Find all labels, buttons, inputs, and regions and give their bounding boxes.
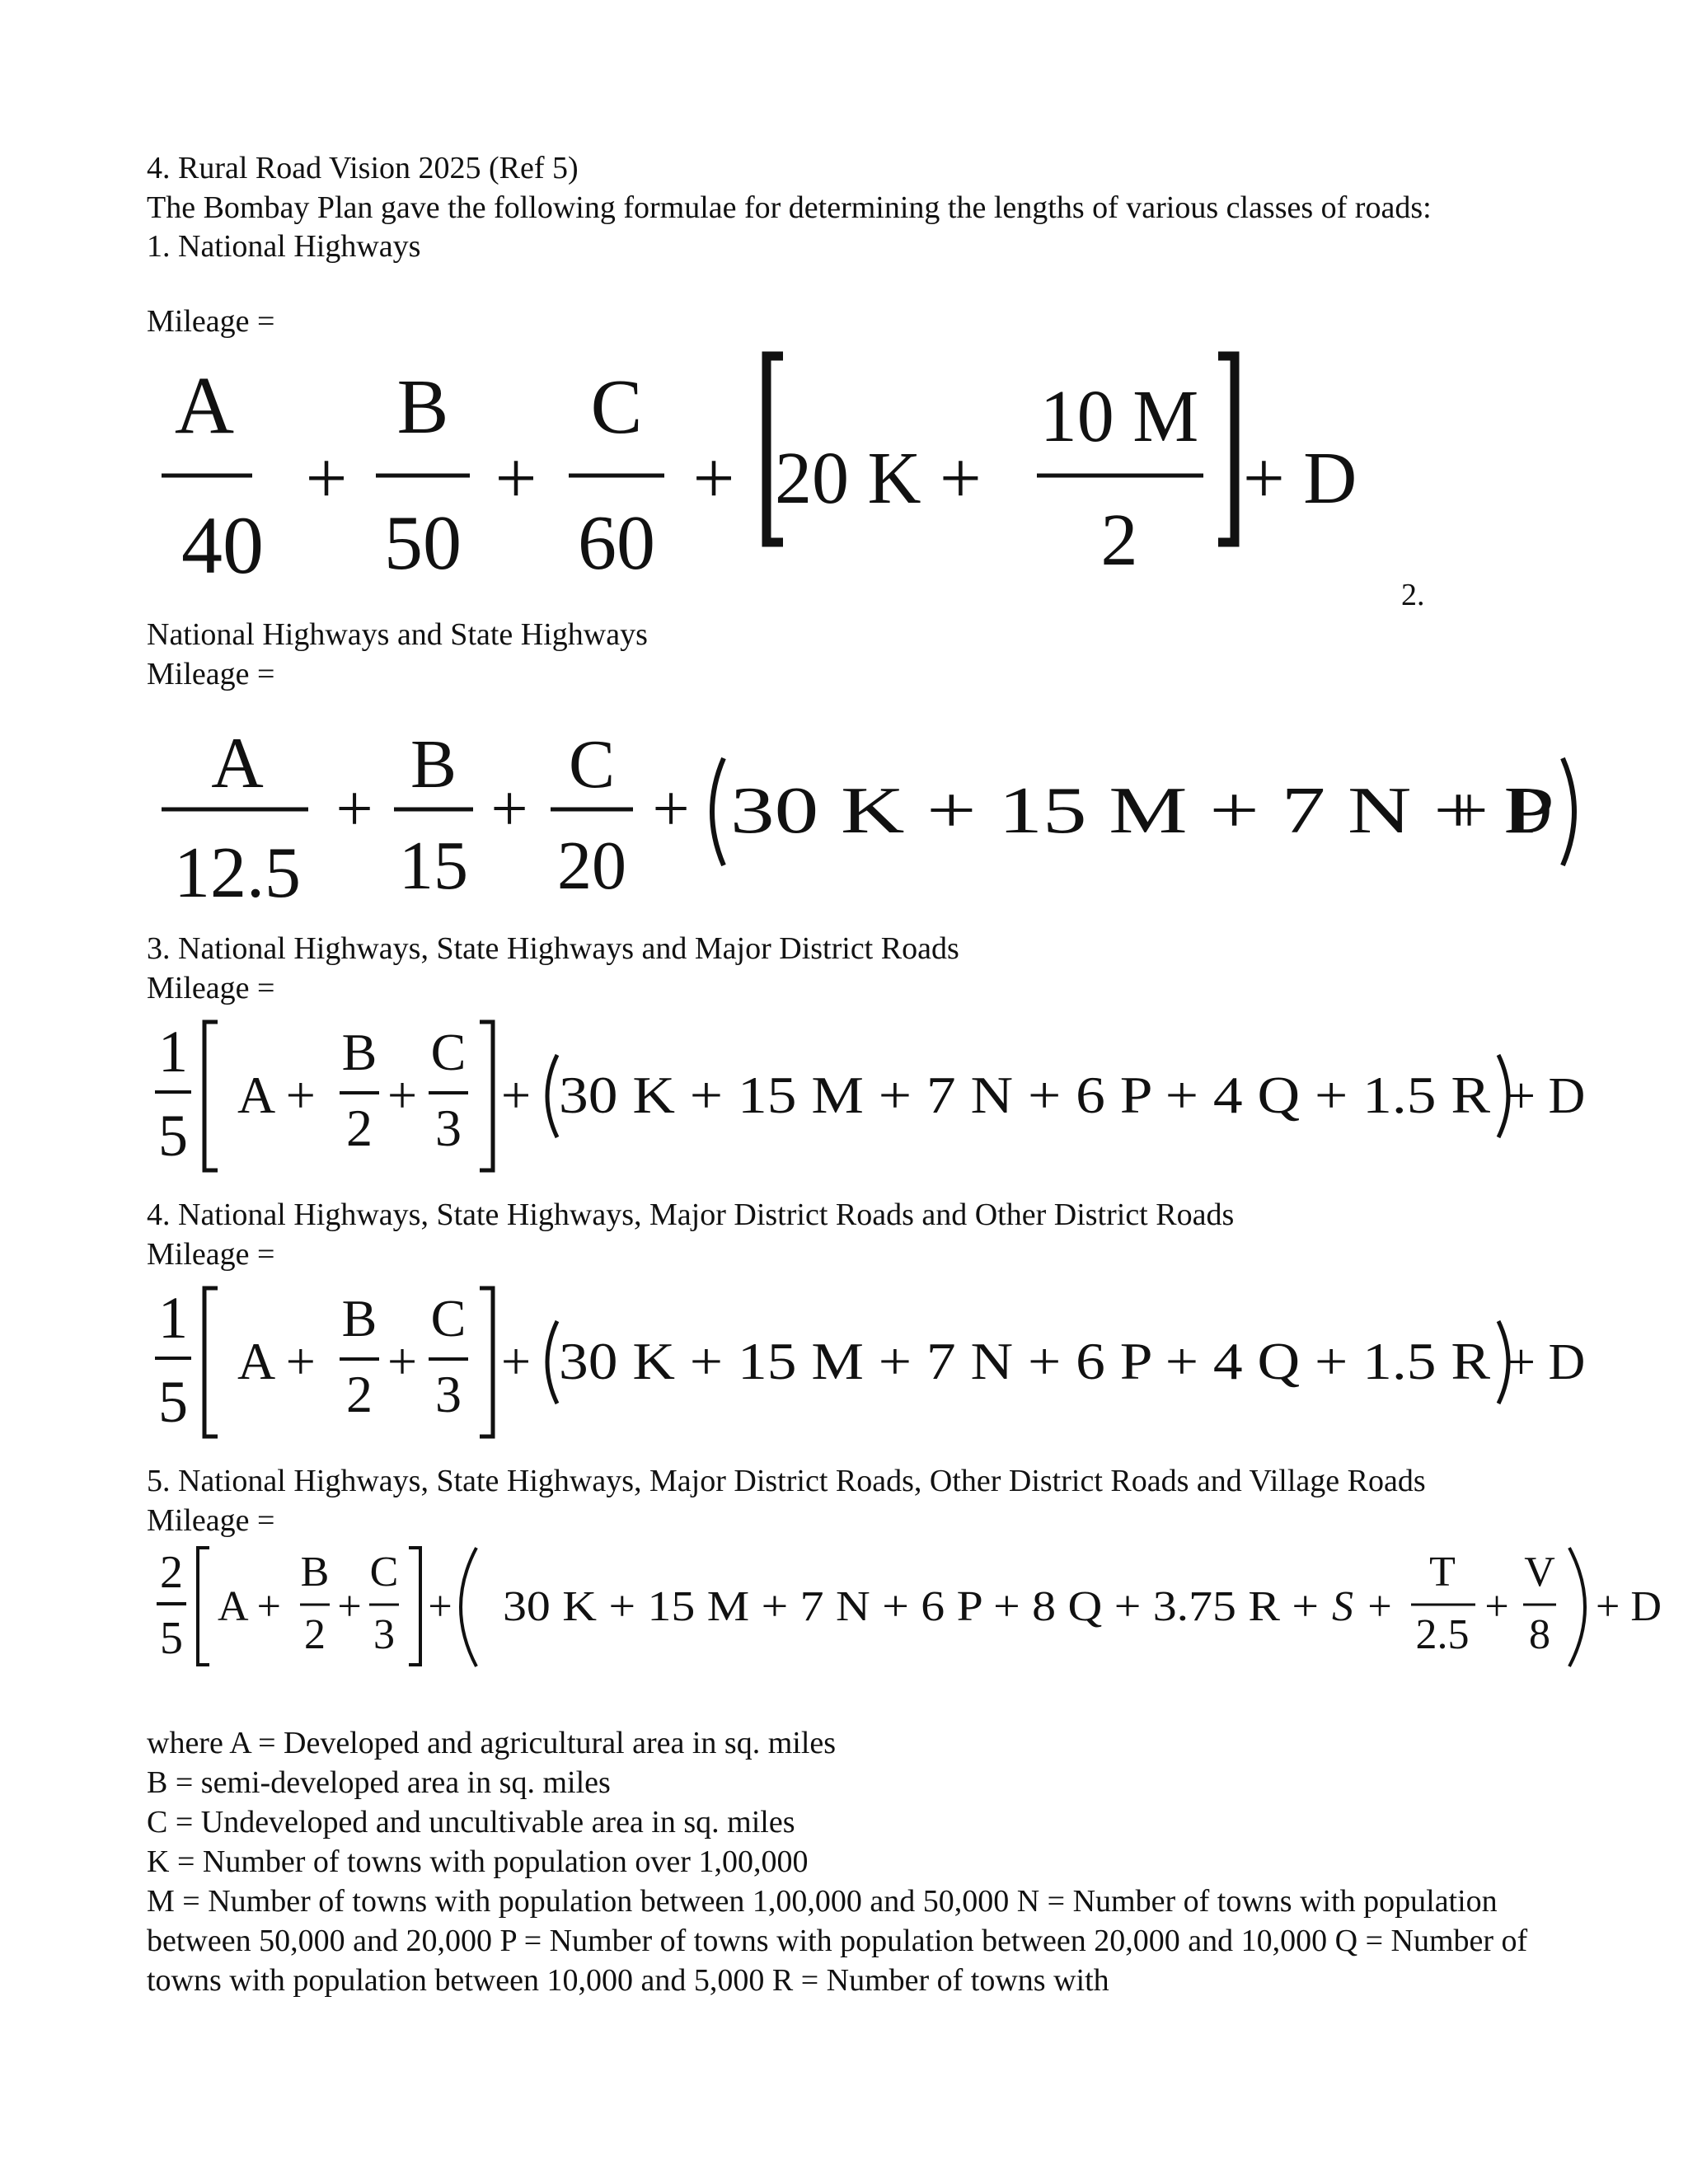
plus-sign: +: [490, 773, 528, 846]
right-paren: [1569, 1548, 1585, 1666]
formula-4-tail: + D: [1507, 1334, 1586, 1390]
plus-sign: +: [500, 1332, 532, 1390]
formula-5-frac-t-den: 2.5: [1415, 1611, 1470, 1658]
left-bracket: [198, 1548, 209, 1665]
formula-3-frac-b-den: 2: [346, 1099, 373, 1157]
formula-4-coef-den: 5: [158, 1369, 188, 1435]
left-paren: [547, 1055, 557, 1137]
plus-sign: +: [1484, 1583, 1509, 1630]
definition-k: K = Number of towns with population over 1,00,000: [147, 1844, 809, 1879]
section-3-title: 3. National Highways, State Highways and Major District Roads: [147, 931, 959, 966]
formula-3-coef-den: 5: [158, 1103, 188, 1169]
formula-1-tail: + D: [1243, 438, 1357, 519]
section-1-mileage-label: Mileage =: [147, 304, 275, 339]
plus-sign: +: [495, 438, 537, 519]
formula-2-frac3-den: 20: [557, 827, 626, 904]
formula-5-term-a: A +: [218, 1583, 282, 1630]
formula-5-frac-b-num: B: [300, 1549, 330, 1596]
formula-5-frac-c-num: C: [369, 1549, 399, 1596]
formula-3-paren-term: 30 K + 15 M + 7 N + 6 P + 4 Q + 1.5 R: [559, 1066, 1491, 1124]
section-2-number: 2.: [1401, 578, 1425, 612]
section-4-title: 4. National Highways, State Highways, Major District Roads and Other District Roads: [147, 1197, 1235, 1232]
formula-4-term-a: A +: [237, 1332, 316, 1390]
formula-5-tail: + D: [1596, 1583, 1662, 1630]
left-bracket: [204, 1022, 218, 1170]
left-paren: [712, 758, 724, 865]
plus-sign: +: [305, 438, 348, 519]
formula-1: [147, 346, 1432, 593]
formula-5-paren-term: 30 K + 15 M + 7 N + 6 P + 8 Q + 3.75 R +: [503, 1583, 1319, 1630]
formula-5: [147, 1541, 1564, 1673]
formula-5-coef-den: 5: [160, 1613, 183, 1664]
formula-4-frac-c-den: 3: [435, 1365, 462, 1423]
formula-5-s-term: S: [1332, 1583, 1353, 1630]
formula-4-frac-b-den: 2: [346, 1365, 373, 1423]
section-2-mileage-label: Mileage =: [147, 657, 275, 691]
formula-5-frac-v-num: V: [1524, 1549, 1555, 1596]
formula-4: [147, 1280, 1564, 1445]
plus-sign: +: [1367, 1583, 1392, 1630]
right-bracket: [480, 1288, 493, 1436]
formula-3-tail-wrap: [1507, 1014, 1589, 1179]
formula-3-frac-c-num: C: [430, 1023, 467, 1081]
section-4-mileage-label: Mileage =: [147, 1237, 275, 1272]
formula-3-term-a: A +: [237, 1066, 316, 1124]
formula-2: [147, 709, 1564, 915]
right-bracket: [1218, 356, 1235, 542]
formula-1-frac1-den: 40: [181, 499, 264, 591]
right-bracket: [409, 1548, 420, 1665]
formula-5-frac-t-num: T: [1429, 1549, 1456, 1596]
formula-4-coef-num: 1: [158, 1285, 188, 1351]
section-2-title: National Highways and State Highways: [147, 617, 648, 652]
formula-5-coef-num: 2: [160, 1547, 183, 1598]
definitions-paragraph: M = Number of towns with population between 1,00,000 and 50,000 N = Number of towns with population between 50,000 and 20,000 P = Number of towns with population between 20,000 and 10,000 Q = Number of towns with population between 10,000 and 5,000 R = Number of towns with: [147, 1884, 1528, 1998]
formula-2-frac3-num: C: [568, 726, 616, 803]
formula-5-frac-c-den: 3: [373, 1611, 395, 1658]
definition-a: where A = Developed and agricultural area in sq. miles: [147, 1726, 837, 1760]
formula-5-frac-b-den: 2: [304, 1611, 326, 1658]
formula-4-frac-c-num: C: [430, 1289, 467, 1347]
formula-5-frac-v-den: 8: [1529, 1611, 1550, 1658]
plus-sign: +: [692, 438, 735, 519]
definition-b: B = semi-developed area in sq. miles: [147, 1765, 611, 1800]
formula-3-frac-c-den: 3: [435, 1099, 462, 1157]
formula-3-coef-num: 1: [158, 1019, 188, 1085]
formula-1-bracket-frac-den: 2: [1100, 499, 1138, 581]
left-bracket: [204, 1288, 218, 1436]
formula-5-tail-wrap: [1563, 1541, 1662, 1673]
intro-text: The Bombay Plan gave the following formulae for determining the lengths of various classes of roads:: [147, 190, 1432, 225]
section-3-mileage-label: Mileage =: [147, 971, 275, 1005]
formula-2-tail: + D: [1451, 775, 1552, 847]
formula-1-bracket-term: 20 K +: [775, 438, 982, 519]
formula-1-frac1-num: A: [174, 359, 235, 451]
plus-sign: +: [652, 773, 690, 846]
formula-2-frac2-den: 15: [399, 827, 468, 904]
section-5-mileage-label: Mileage =: [147, 1503, 275, 1538]
formula-3-tail: + D: [1507, 1068, 1586, 1124]
formula-2-frac1-num: A: [211, 724, 264, 804]
formula-1-frac3-num: C: [590, 364, 643, 450]
right-bracket: [480, 1022, 493, 1170]
formula-1-bracket-frac-num: 10 M: [1039, 376, 1199, 457]
heading: 4. Rural Road Vision 2025 (Ref 5): [147, 151, 579, 185]
formula-2-tail-wrap: [1451, 709, 1582, 915]
section-5-title: 5. National Highways, State Highways, Major District Roads, Other District Roads and Village Roads: [147, 1464, 1426, 1498]
plus-sign: +: [337, 1583, 362, 1630]
formula-2-paren-term: 30 K + 15 M + 7 N + P: [730, 775, 1554, 847]
plus-sign: +: [428, 1583, 452, 1630]
plus-sign: +: [387, 1066, 418, 1124]
left-paren: [547, 1321, 557, 1404]
formula-4-frac-b-num: B: [341, 1289, 377, 1347]
section-1-title: 1. National Highways: [147, 229, 421, 264]
formula-2-frac2-num: B: [410, 726, 457, 803]
plus-sign: +: [387, 1332, 418, 1390]
formula-1-frac3-den: 60: [578, 500, 655, 586]
definition-c: C = Undeveloped and uncultivable area in sq. miles: [147, 1805, 795, 1840]
plus-sign: +: [335, 773, 373, 846]
formula-4-paren-term: 30 K + 15 M + 7 N + 6 P + 4 Q + 1.5 R: [559, 1332, 1491, 1390]
left-paren: [461, 1548, 476, 1666]
plus-sign: +: [500, 1066, 532, 1124]
formula-4-tail-wrap: [1507, 1280, 1589, 1445]
formula-3-frac-b-num: B: [341, 1023, 377, 1081]
formula-1-frac2-num: B: [396, 364, 449, 450]
formula-3: [147, 1014, 1564, 1179]
formula-1-frac2-den: 50: [384, 500, 462, 586]
formula-2-frac1-den: 12.5: [174, 833, 301, 913]
